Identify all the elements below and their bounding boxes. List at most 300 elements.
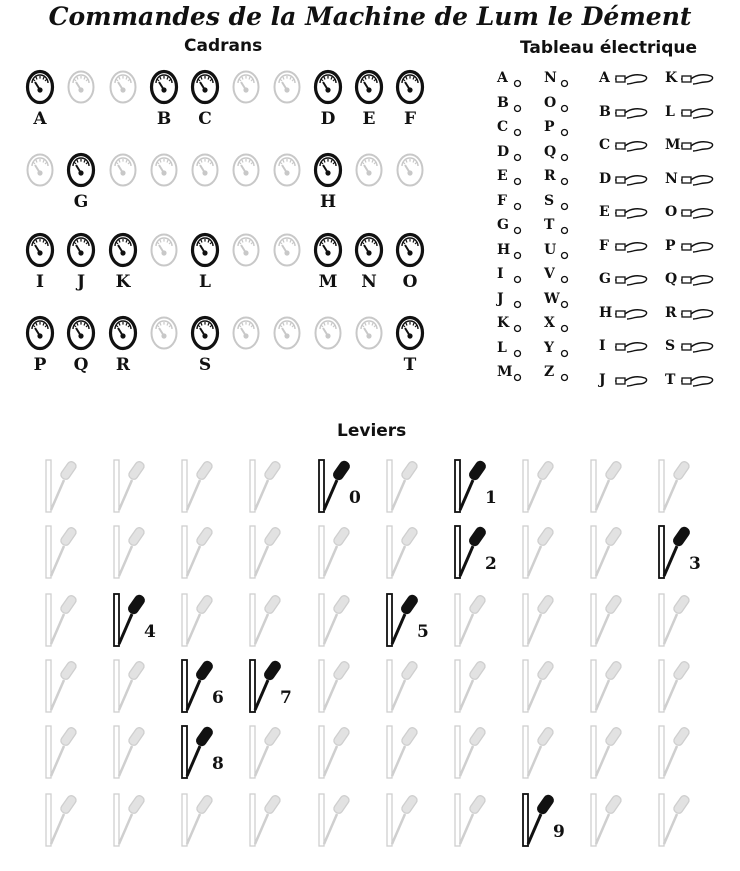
dial-label: I [36, 272, 44, 292]
lever-number: 5 [417, 622, 429, 642]
lever[interactable] [248, 590, 282, 650]
lever[interactable] [180, 790, 214, 850]
lever[interactable] [248, 456, 282, 516]
dial-icon [354, 315, 384, 351]
socket-hole[interactable] [513, 171, 522, 190]
dial-label: P [33, 355, 47, 375]
socket-hole[interactable] [560, 367, 569, 386]
lever-active[interactable] [385, 590, 419, 650]
dial-label: D [320, 109, 336, 129]
dial-icon [354, 232, 384, 268]
lever-icon [112, 790, 146, 850]
lever[interactable] [521, 722, 555, 782]
lever[interactable] [521, 456, 555, 516]
dial-icon [231, 232, 261, 268]
dial[interactable] [25, 232, 55, 268]
lever[interactable] [180, 456, 214, 516]
lever-icon [521, 522, 555, 582]
dial [108, 152, 138, 188]
plug-label: O [665, 204, 678, 220]
lever-icon [112, 656, 146, 716]
lever-active[interactable] [112, 590, 146, 650]
socket-hole[interactable] [513, 147, 522, 166]
dial [149, 232, 179, 268]
lever[interactable] [657, 590, 691, 650]
socket-label: L [497, 339, 507, 356]
socket-label: Y [544, 339, 554, 356]
plug-cable-icon[interactable] [615, 172, 649, 186]
lever-number: 2 [485, 554, 497, 574]
lever-icon [589, 456, 623, 516]
socket-label: D [497, 143, 510, 160]
dial-icon [272, 232, 302, 268]
lever[interactable] [589, 456, 623, 516]
plug-cable-icon[interactable] [615, 71, 649, 85]
dial[interactable] [149, 69, 179, 105]
lever-icon [521, 790, 555, 850]
plug-cable-icon[interactable] [681, 172, 715, 186]
lever[interactable] [453, 722, 487, 782]
lever[interactable] [44, 790, 78, 850]
lever-icon [112, 522, 146, 582]
dial-icon [395, 152, 425, 188]
socket-label: X [544, 315, 555, 331]
dial[interactable] [190, 232, 220, 268]
lever-icon [44, 656, 78, 716]
lever[interactable] [453, 590, 487, 650]
lever[interactable] [317, 790, 351, 850]
dial [231, 69, 261, 105]
plug-cable-icon[interactable] [615, 306, 649, 320]
dial-icon [354, 69, 384, 105]
dial[interactable] [354, 232, 384, 268]
dial [66, 69, 96, 105]
dial [108, 69, 138, 105]
lever[interactable] [589, 522, 623, 582]
lever-number: 6 [212, 688, 224, 708]
socket-hole[interactable] [560, 171, 569, 190]
dial-label: A [33, 109, 47, 129]
dial-icon [272, 315, 302, 351]
lever[interactable] [44, 590, 78, 650]
dial [190, 152, 220, 188]
socket-label: P [544, 119, 555, 135]
dial-label: R [115, 355, 131, 375]
plug-label: E [599, 204, 610, 220]
socket-label: F [497, 192, 507, 209]
dial-icon [108, 232, 138, 268]
lever[interactable] [112, 522, 146, 582]
dial-icon [25, 69, 55, 105]
socket-label: K [497, 315, 510, 331]
dials-heading: Cadrans [184, 36, 263, 56]
plug-cable-icon[interactable] [681, 339, 715, 353]
dial-icon [313, 69, 343, 105]
socket-label: E [497, 168, 508, 184]
lever-icon [521, 722, 555, 782]
socket-label: T [544, 217, 555, 233]
socket-label: H [497, 241, 511, 258]
lever-icon [385, 522, 419, 582]
dial-icon [272, 69, 302, 105]
dial-label: T [403, 355, 417, 375]
lever[interactable] [44, 456, 78, 516]
socket-label: O [544, 94, 557, 111]
plug-cable-icon[interactable] [681, 205, 715, 219]
plug-cable-icon[interactable] [615, 239, 649, 253]
socket-label: Z [544, 364, 555, 380]
socket-label: B [497, 94, 509, 111]
dial-label: Q [73, 355, 89, 375]
socket-hole[interactable] [513, 318, 522, 337]
socket-label: U [544, 241, 557, 258]
dial-icon [149, 69, 179, 105]
lever-icon [44, 722, 78, 782]
lever-icon [453, 790, 487, 850]
plug-cable-icon[interactable] [681, 272, 715, 286]
dial[interactable] [313, 69, 343, 105]
lever-number: 1 [485, 488, 497, 508]
socket-label: Q [544, 143, 557, 160]
lever[interactable] [112, 456, 146, 516]
plug-cable-icon[interactable] [615, 105, 649, 119]
dial[interactable] [25, 69, 55, 105]
lever-icon [453, 656, 487, 716]
plug-cable-icon[interactable] [681, 105, 715, 119]
plug-label: B [599, 103, 611, 120]
socket-hole[interactable] [513, 122, 522, 141]
lever-icon [180, 522, 214, 582]
dial-icon [395, 69, 425, 105]
lever-active[interactable] [248, 656, 282, 716]
dial[interactable] [313, 232, 343, 268]
lever[interactable] [112, 656, 146, 716]
dial-icon [231, 152, 261, 188]
lever-icon [453, 590, 487, 650]
lever[interactable] [248, 790, 282, 850]
plug-label: J [599, 371, 606, 388]
lever-icon [589, 522, 623, 582]
dial-label: N [361, 272, 377, 292]
lever-number: 7 [280, 688, 292, 708]
lever-icon [317, 656, 351, 716]
lever-icon [317, 590, 351, 650]
lever-icon [180, 590, 214, 650]
socket-hole[interactable] [513, 245, 522, 264]
lever-icon [385, 722, 419, 782]
lever[interactable] [589, 656, 623, 716]
plug-cable-icon[interactable] [681, 71, 715, 85]
lever[interactable] [385, 790, 419, 850]
socket-hole[interactable] [560, 343, 569, 362]
lever[interactable] [657, 790, 691, 850]
dial-icon [66, 232, 96, 268]
dial-icon [149, 152, 179, 188]
lever[interactable] [44, 656, 78, 716]
dial[interactable] [395, 315, 425, 351]
dial-icon [66, 69, 96, 105]
dial[interactable] [313, 152, 343, 188]
dial-label: B [156, 109, 172, 129]
lever-icon [112, 722, 146, 782]
page-title: Commandes de la Machine de Lum le Dément [48, 2, 692, 31]
socket-label: W [544, 290, 560, 307]
lever-icon [589, 656, 623, 716]
lever[interactable] [385, 722, 419, 782]
lever[interactable] [521, 522, 555, 582]
lever-icon [385, 590, 419, 650]
lever[interactable] [317, 590, 351, 650]
lever-active[interactable] [657, 522, 691, 582]
dial-icon [108, 69, 138, 105]
socket-label: G [497, 217, 509, 233]
dial[interactable] [108, 232, 138, 268]
lever-icon [317, 790, 351, 850]
plug-cable-icon[interactable] [681, 306, 715, 320]
lever[interactable] [44, 522, 78, 582]
lever-icon [248, 722, 282, 782]
dial-icon [149, 315, 179, 351]
dial[interactable] [395, 232, 425, 268]
lever[interactable] [589, 590, 623, 650]
plug-label: H [599, 304, 613, 321]
plug-cable-icon[interactable] [615, 373, 649, 387]
dial[interactable] [66, 315, 96, 351]
plug-label: M [665, 137, 681, 153]
dial [354, 315, 384, 351]
plug-label: P [665, 237, 676, 254]
dial-label: G [73, 192, 89, 212]
lever-icon [112, 590, 146, 650]
socket-label: V [544, 266, 555, 282]
plug-label: F [599, 237, 609, 254]
lever[interactable] [589, 722, 623, 782]
dial[interactable] [354, 69, 384, 105]
lever[interactable] [44, 722, 78, 782]
socket-hole[interactable] [560, 147, 569, 166]
dial-label: E [362, 109, 376, 129]
lever-icon [44, 522, 78, 582]
socket-label: I [497, 266, 504, 282]
socket-hole[interactable] [513, 343, 522, 362]
lever-icon [180, 790, 214, 850]
lever-icon [521, 590, 555, 650]
lever-icon [385, 656, 419, 716]
socket-label: M [497, 364, 513, 380]
lever-icon [317, 522, 351, 582]
socket-hole[interactable] [513, 367, 522, 386]
dial-icon [272, 152, 302, 188]
dial-icon [395, 232, 425, 268]
lever-number: 9 [553, 822, 565, 842]
lever-icon [657, 722, 691, 782]
lever[interactable] [453, 656, 487, 716]
dial-icon [231, 315, 261, 351]
plug-label: C [599, 137, 611, 153]
dial-label: L [199, 272, 211, 292]
lever-active[interactable] [453, 456, 487, 516]
socket-hole[interactable] [560, 98, 569, 117]
socket-hole[interactable] [560, 73, 569, 92]
lever-icon [112, 456, 146, 516]
lever-icon [657, 790, 691, 850]
dial[interactable] [25, 315, 55, 351]
lever-icon [180, 722, 214, 782]
dial [354, 152, 384, 188]
dial-icon [25, 315, 55, 351]
dial-icon [66, 315, 96, 351]
plug-cable-icon[interactable] [681, 239, 715, 253]
lever-active[interactable] [317, 456, 351, 516]
socket-label: C [497, 119, 509, 135]
lever[interactable] [317, 656, 351, 716]
lever[interactable] [385, 522, 419, 582]
socket-hole[interactable] [513, 220, 522, 239]
lever-icon [385, 456, 419, 516]
lever[interactable] [521, 656, 555, 716]
lever[interactable] [112, 722, 146, 782]
dial-icon [313, 232, 343, 268]
lever-number: 0 [349, 488, 361, 508]
plug-label: R [665, 304, 677, 321]
dial-icon [108, 315, 138, 351]
lever[interactable] [385, 456, 419, 516]
lever[interactable] [453, 790, 487, 850]
lever-icon [453, 522, 487, 582]
lever[interactable] [180, 590, 214, 650]
lever[interactable] [657, 656, 691, 716]
lever-icon [589, 790, 623, 850]
socket-hole[interactable] [513, 294, 522, 313]
lever-icon [589, 722, 623, 782]
dial-icon [395, 315, 425, 351]
socket-hole[interactable] [513, 73, 522, 92]
socket-hole[interactable] [560, 318, 569, 337]
dial-label: K [115, 272, 131, 292]
plug-label: T [665, 371, 676, 388]
dial [313, 315, 343, 351]
dial-icon [66, 152, 96, 188]
plug-cable-icon[interactable] [615, 272, 649, 286]
lever[interactable] [385, 656, 419, 716]
dial [149, 315, 179, 351]
plug-cable-icon[interactable] [615, 339, 649, 353]
lever[interactable] [317, 722, 351, 782]
socket-hole[interactable] [513, 196, 522, 215]
socket-label: A [497, 70, 508, 86]
lever-icon [44, 590, 78, 650]
lever-icon [657, 522, 691, 582]
lever-icon [453, 456, 487, 516]
dial [231, 232, 261, 268]
lever-number: 4 [144, 622, 156, 642]
socket-hole[interactable] [560, 220, 569, 239]
plug-label: A [599, 70, 610, 86]
lever-active[interactable] [180, 722, 214, 782]
dial [272, 152, 302, 188]
lever-icon [44, 456, 78, 516]
lever[interactable] [657, 722, 691, 782]
dial [395, 152, 425, 188]
dial[interactable] [190, 69, 220, 105]
dial-icon [313, 152, 343, 188]
plug-label: N [665, 170, 678, 187]
socket-hole[interactable] [513, 269, 522, 288]
dial-label: H [319, 192, 337, 212]
dial[interactable] [108, 315, 138, 351]
plug-label: I [599, 338, 606, 354]
lever-icon [248, 590, 282, 650]
lever-icon [589, 590, 623, 650]
dial [272, 69, 302, 105]
lever-number: 3 [689, 554, 701, 574]
lever-icon [657, 590, 691, 650]
plug-label: G [599, 271, 611, 287]
dial[interactable] [66, 152, 96, 188]
plug-cable-icon[interactable] [615, 205, 649, 219]
dial[interactable] [66, 232, 96, 268]
lever[interactable] [317, 522, 351, 582]
socket-hole[interactable] [560, 269, 569, 288]
lever-icon [248, 522, 282, 582]
levers-heading: Leviers [337, 421, 407, 441]
lever[interactable] [657, 456, 691, 516]
lever[interactable] [112, 790, 146, 850]
socket-hole[interactable] [560, 294, 569, 313]
dial-label: M [318, 272, 338, 292]
lever-icon [521, 456, 555, 516]
dial-icon [190, 69, 220, 105]
lever-number: 8 [212, 754, 224, 774]
lever[interactable] [589, 790, 623, 850]
dial [272, 232, 302, 268]
plug-cable-icon[interactable] [681, 373, 715, 387]
lever[interactable] [248, 522, 282, 582]
lever-icon [248, 790, 282, 850]
plug-cable-icon[interactable] [615, 138, 649, 152]
lever[interactable] [521, 590, 555, 650]
dial [149, 152, 179, 188]
dial-label: F [403, 109, 417, 129]
plug-label: Q [665, 271, 678, 287]
lever[interactable] [248, 722, 282, 782]
dial-label: J [76, 272, 86, 292]
dial [231, 315, 261, 351]
lever-active[interactable] [453, 522, 487, 582]
lever-active[interactable] [180, 656, 214, 716]
plug-cable-icon[interactable] [681, 138, 715, 152]
socket-hole[interactable] [513, 98, 522, 117]
lever-active[interactable] [521, 790, 555, 850]
dial-icon [149, 232, 179, 268]
socket-hole[interactable] [560, 245, 569, 264]
dial-icon [354, 152, 384, 188]
plug-label: L [665, 103, 675, 120]
dial-label: S [198, 355, 212, 375]
lever-icon [317, 456, 351, 516]
lever-icon [521, 656, 555, 716]
dial[interactable] [190, 315, 220, 351]
dial [272, 315, 302, 351]
lever[interactable] [180, 522, 214, 582]
dial-icon [108, 152, 138, 188]
dial-icon [190, 152, 220, 188]
dial[interactable] [395, 69, 425, 105]
dial-icon [190, 315, 220, 351]
lever-icon [248, 656, 282, 716]
socket-hole[interactable] [560, 122, 569, 141]
socket-hole[interactable] [560, 196, 569, 215]
